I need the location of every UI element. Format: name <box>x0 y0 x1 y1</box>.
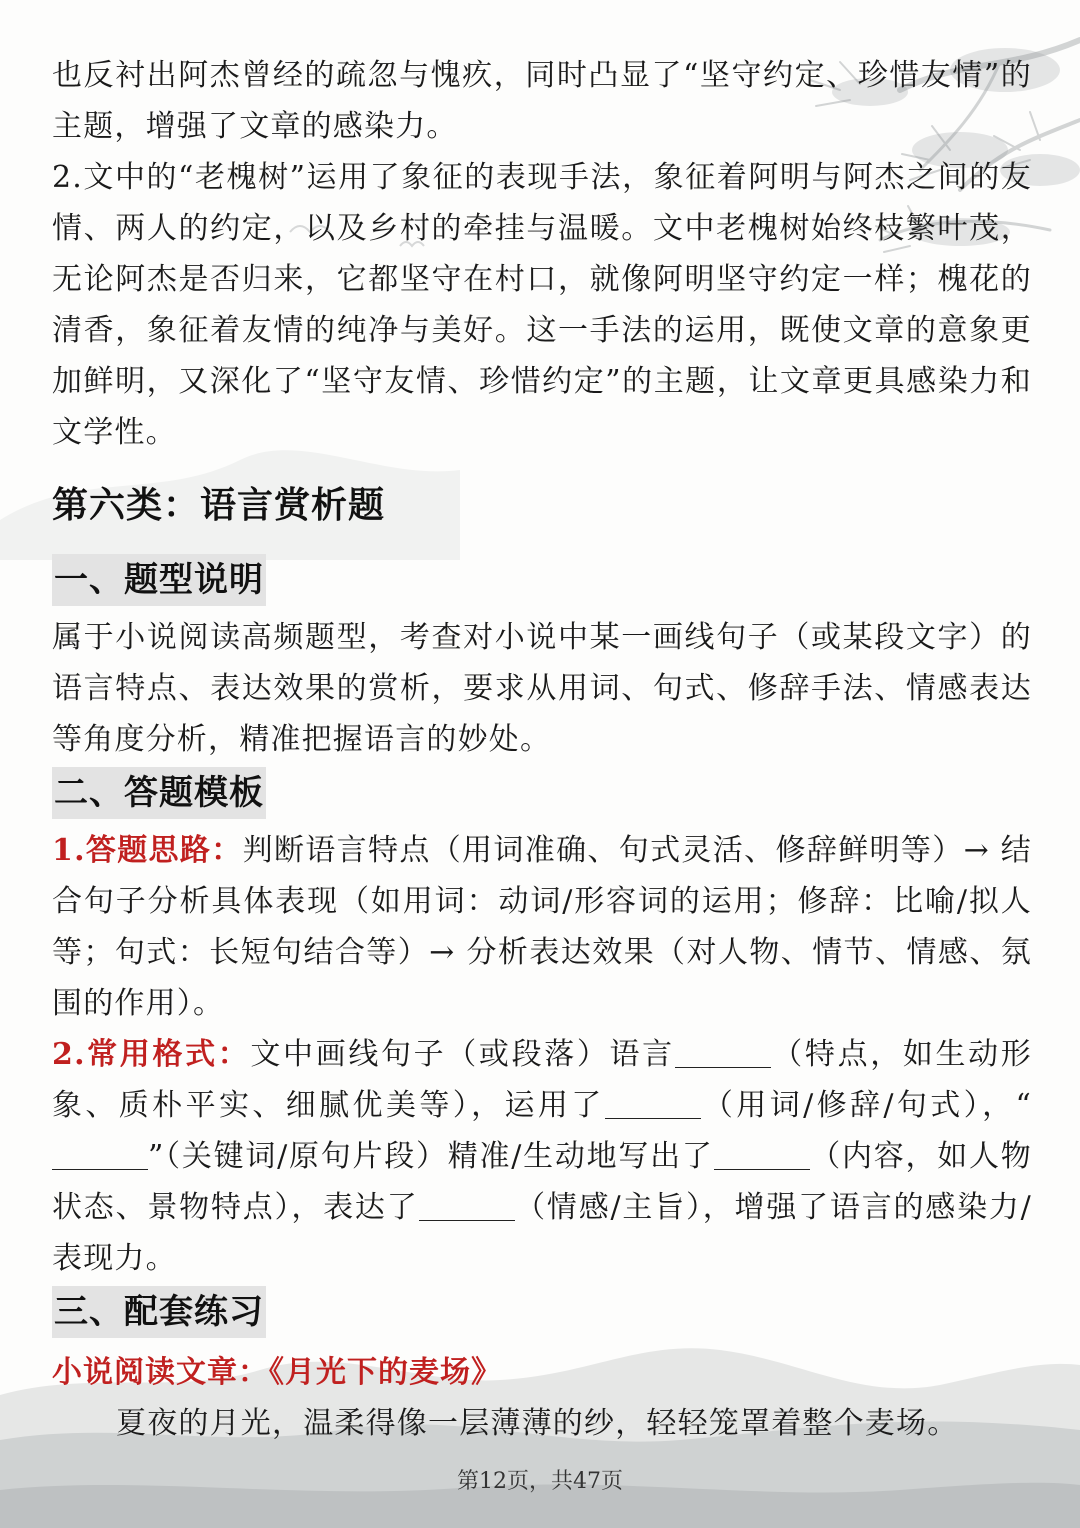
fill-blank-line <box>419 1190 515 1221</box>
common-format-label: 2.常用格式： <box>52 1037 251 1072</box>
common-format-seg-2: （特点，如生动形象、质朴平实、细腻优美等），运用了 <box>52 1037 1033 1123</box>
fill-blank-line <box>605 1088 701 1119</box>
article-first-line: 夏夜的月光，温柔得像一层薄薄的纱，轻轻笼罩着整个麦场。 <box>116 1406 959 1441</box>
common-format-seg-3: （用词/修辞/句式），“ <box>700 1088 1033 1123</box>
page-number-footer: 第12页，共47页 <box>457 1469 623 1494</box>
chapter-title: 第六类：语言赏析题 <box>52 485 386 526</box>
answer-approach-text: 判断语言特点（用词准确、句式灵活、修辞鲜明等）→ 结合句子分析具体表现（如用词：动词/形容词的运用；修辞：比喻/拟人等；句式：长短句结合等）→ 分析表达效果（对人物、情节、情感、氛围的作用）。 <box>52 833 1033 1021</box>
common-format-seg-6: （情感/主旨），增强了语言的感染力/表现力。 <box>52 1190 1032 1276</box>
practice-article-title: 小说阅读文章：《月光下的麦场》 <box>52 1355 502 1390</box>
section-heading-answer-template: 二、答题模板 <box>52 767 266 819</box>
document-page <box>52 50 1032 1449</box>
section-heading-type-description: 一、题型说明 <box>52 554 266 606</box>
intro-paragraph-1: 也反衬出阿杰曾经的疏忽与愧疚，同时凸显了“坚守约定、珍惜友情”的主题，增强了文章的感染力。 <box>52 58 1032 144</box>
fill-blank-line <box>675 1037 771 1068</box>
intro-paragraph-2: 2.文中的“老槐树”运用了象征的表现手法，象征着阿明与阿杰之间的友情、两人的约定，以及乡村的牵挂与温暖。文中老槐树始终枝繁叶茂，无论阿杰是否归来，它都坚守在村口，就像阿明坚守约定一样；槐花的清香，象征着友情的纯净与美好。这一手法的运用，既使文章的意象更加鲜明，又深化了“坚守友情、珍惜约定”的主题，让文章更具感染力和文学性。 <box>52 160 1032 450</box>
common-format-seg-5: （内容，如人物状态、景物特点），表达了 <box>52 1139 1032 1225</box>
type-description-text: 属于小说阅读高频题型，考查对小说中某一画线句子（或某段文字）的语言特点、表达效果的赏析，要求从用词、句式、修辞手法、情感表达等角度分析，精准把握语言的妙处。 <box>52 620 1032 757</box>
common-format-seg-4: ”（关键词/原句片段）精准/生动地写出了 <box>148 1139 714 1174</box>
answer-approach-label: 1.答题思路： <box>52 833 243 868</box>
common-format-seg-1: 文中画线句子（或段落）语言 <box>250 1037 675 1072</box>
answer-approach-item <box>52 825 1032 1029</box>
section-heading-practice: 三、配套练习 <box>52 1286 266 1338</box>
fill-blank-line <box>52 1139 148 1170</box>
common-format-item <box>52 1029 1032 1284</box>
fill-blank-line <box>714 1139 810 1170</box>
